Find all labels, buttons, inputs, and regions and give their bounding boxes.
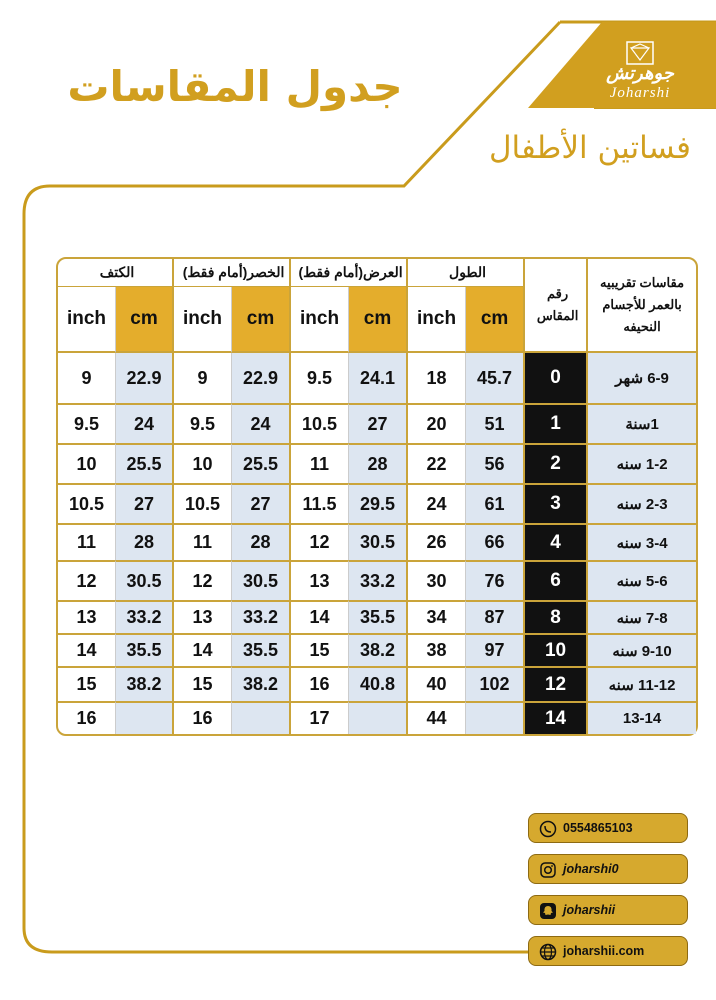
table-row bbox=[58, 701, 696, 734]
cell-size: 10 bbox=[525, 633, 588, 666]
cell-width-in: 11.5 bbox=[291, 483, 349, 523]
cell-size: 2 bbox=[525, 443, 588, 483]
cell-waist-cm: 27 bbox=[232, 483, 291, 523]
cell-width-in: 14 bbox=[291, 600, 349, 633]
cell-length-cm: 66 bbox=[466, 523, 525, 560]
table-row bbox=[58, 353, 696, 403]
cell-waist-in: 9.5 bbox=[174, 403, 232, 443]
cell-shoulder-cm: 33.2 bbox=[116, 600, 174, 633]
cell-width-in: 9.5 bbox=[291, 353, 349, 403]
cell-waist-in: 12 bbox=[174, 560, 232, 600]
cell-shoulder-in: 15 bbox=[58, 666, 116, 701]
cell-width-cm bbox=[349, 701, 408, 734]
cell-size: 1 bbox=[525, 403, 588, 443]
snapchat-contact[interactable] bbox=[528, 895, 688, 925]
cell-shoulder-in: 9 bbox=[58, 353, 116, 403]
cell-waist-in: 11 bbox=[174, 523, 232, 560]
unit-inch: inch bbox=[291, 287, 349, 353]
cell-age: 11-12 سنه bbox=[588, 666, 696, 701]
cell-shoulder-in: 10.5 bbox=[58, 483, 116, 523]
cell-length-cm: 76 bbox=[466, 560, 525, 600]
cell-waist-in: 10 bbox=[174, 443, 232, 483]
cell-length-cm bbox=[466, 701, 525, 734]
cell-waist-in: 9 bbox=[174, 353, 232, 403]
cell-age: 6-9 شهر bbox=[588, 353, 696, 403]
cell-shoulder-in: 10 bbox=[58, 443, 116, 483]
instagram-contact[interactable] bbox=[528, 854, 688, 884]
globe-icon bbox=[539, 943, 557, 961]
group-width: العرض(أمام فقط) bbox=[291, 259, 408, 287]
age-header: مقاسات تقريبيه بالعمر للأجسام النحيفه bbox=[588, 259, 696, 353]
cell-length-cm: 56 bbox=[466, 443, 525, 483]
cell-length-in: 24 bbox=[408, 483, 466, 523]
contact-list bbox=[528, 813, 688, 977]
page-subtitle: فساتين الأطفال bbox=[489, 130, 691, 166]
cell-length-cm: 45.7 bbox=[466, 353, 525, 403]
cell-length-in: 26 bbox=[408, 523, 466, 560]
cell-width-in: 16 bbox=[291, 666, 349, 701]
cell-shoulder-cm: 25.5 bbox=[116, 443, 174, 483]
cell-age: 5-6 سنه bbox=[588, 560, 696, 600]
cell-length-cm: 61 bbox=[466, 483, 525, 523]
cell-shoulder-cm: 38.2 bbox=[116, 666, 174, 701]
cell-width-cm: 27 bbox=[349, 403, 408, 443]
table-row bbox=[58, 403, 696, 443]
cell-length-in: 44 bbox=[408, 701, 466, 734]
cell-waist-cm: 28 bbox=[232, 523, 291, 560]
cell-length-in: 34 bbox=[408, 600, 466, 633]
cell-size: 8 bbox=[525, 600, 588, 633]
unit-inch: inch bbox=[174, 287, 232, 353]
whatsapp-icon bbox=[539, 820, 557, 838]
cell-width-cm: 28 bbox=[349, 443, 408, 483]
cell-width-in: 15 bbox=[291, 633, 349, 666]
cell-size: 6 bbox=[525, 560, 588, 600]
cell-shoulder-cm: 27 bbox=[116, 483, 174, 523]
cell-shoulder-cm: 35.5 bbox=[116, 633, 174, 666]
cell-waist-cm: 24 bbox=[232, 403, 291, 443]
logo-arabic: جوهرتش bbox=[606, 63, 674, 84]
cell-length-cm: 87 bbox=[466, 600, 525, 633]
unit-cm: cm bbox=[349, 287, 408, 353]
cell-size: 12 bbox=[525, 666, 588, 701]
cell-width-in: 11 bbox=[291, 443, 349, 483]
group-shoulder: الكتف bbox=[58, 259, 174, 287]
cell-width-in: 10.5 bbox=[291, 403, 349, 443]
table-row bbox=[58, 560, 696, 600]
cell-length-cm: 102 bbox=[466, 666, 525, 701]
cell-width-cm: 30.5 bbox=[349, 523, 408, 560]
cell-length-in: 30 bbox=[408, 560, 466, 600]
snapchat-handle: joharshii bbox=[563, 903, 616, 917]
cell-waist-cm: 22.9 bbox=[232, 353, 291, 403]
size-number-header: رقم المقاس bbox=[525, 259, 588, 353]
cell-length-in: 38 bbox=[408, 633, 466, 666]
cell-waist-in: 13 bbox=[174, 600, 232, 633]
cell-length-in: 20 bbox=[408, 403, 466, 443]
phone-number: 0554865103 bbox=[563, 821, 633, 835]
cell-size: 14 bbox=[525, 701, 588, 734]
cell-shoulder-in: 11 bbox=[58, 523, 116, 560]
cell-width-cm: 33.2 bbox=[349, 560, 408, 600]
cell-shoulder-in: 16 bbox=[58, 701, 116, 734]
cell-waist-cm: 25.5 bbox=[232, 443, 291, 483]
group-waist: الخصر(أمام فقط) bbox=[174, 259, 291, 287]
cell-shoulder-cm: 30.5 bbox=[116, 560, 174, 600]
instagram-icon bbox=[539, 861, 557, 879]
cell-age: 1-2 سنه bbox=[588, 443, 696, 483]
cell-waist-cm bbox=[232, 701, 291, 734]
cell-waist-in: 15 bbox=[174, 666, 232, 701]
instagram-handle: joharshi0 bbox=[563, 862, 619, 876]
phone-contact[interactable] bbox=[528, 813, 688, 843]
cell-width-cm: 40.8 bbox=[349, 666, 408, 701]
size-chart-table bbox=[56, 257, 698, 736]
table-row bbox=[58, 633, 696, 666]
cell-shoulder-in: 9.5 bbox=[58, 403, 116, 443]
cell-width-cm: 29.5 bbox=[349, 483, 408, 523]
cell-waist-in: 16 bbox=[174, 701, 232, 734]
cell-age: 13-14 bbox=[588, 701, 696, 734]
cell-shoulder-in: 12 bbox=[58, 560, 116, 600]
cell-width-cm: 35.5 bbox=[349, 600, 408, 633]
cell-shoulder-in: 13 bbox=[58, 600, 116, 633]
cell-size: 3 bbox=[525, 483, 588, 523]
cell-age: 1سنة bbox=[588, 403, 696, 443]
website-url: joharshii.com bbox=[563, 944, 645, 958]
group-length: الطول bbox=[408, 259, 525, 287]
cell-age: 7-8 سنه bbox=[588, 600, 696, 633]
unit-inch: inch bbox=[58, 287, 116, 353]
cell-shoulder-cm bbox=[116, 701, 174, 734]
table-row bbox=[58, 666, 696, 701]
website-contact[interactable] bbox=[528, 936, 688, 966]
cell-length-in: 18 bbox=[408, 353, 466, 403]
snapchat-icon bbox=[539, 902, 557, 920]
page-title: جدول المقاسات bbox=[67, 62, 403, 111]
cell-length-in: 40 bbox=[408, 666, 466, 701]
cell-length-cm: 97 bbox=[466, 633, 525, 666]
table-row bbox=[58, 600, 696, 633]
cell-waist-cm: 33.2 bbox=[232, 600, 291, 633]
cell-shoulder-cm: 24 bbox=[116, 403, 174, 443]
cell-waist-cm: 38.2 bbox=[232, 666, 291, 701]
cell-waist-cm: 35.5 bbox=[232, 633, 291, 666]
cell-width-in: 13 bbox=[291, 560, 349, 600]
cell-age: 2-3 سنه bbox=[588, 483, 696, 523]
table-row bbox=[58, 523, 696, 560]
unit-inch: inch bbox=[408, 287, 466, 353]
cell-width-in: 17 bbox=[291, 701, 349, 734]
cell-waist-cm: 30.5 bbox=[232, 560, 291, 600]
cell-shoulder-cm: 22.9 bbox=[116, 353, 174, 403]
logo-english: Joharshi bbox=[609, 85, 671, 101]
cell-width-cm: 24.1 bbox=[349, 353, 408, 403]
cell-size: 4 bbox=[525, 523, 588, 560]
table-row bbox=[58, 483, 696, 523]
cell-age: 3-4 سنه bbox=[588, 523, 696, 560]
cell-age: 9-10 سنه bbox=[588, 633, 696, 666]
cell-length-cm: 51 bbox=[466, 403, 525, 443]
table-row bbox=[58, 443, 696, 483]
size-rows bbox=[58, 353, 696, 734]
cell-waist-in: 14 bbox=[174, 633, 232, 666]
cell-width-in: 12 bbox=[291, 523, 349, 560]
cell-shoulder-cm: 28 bbox=[116, 523, 174, 560]
cell-shoulder-in: 14 bbox=[58, 633, 116, 666]
cell-length-in: 22 bbox=[408, 443, 466, 483]
cell-width-cm: 38.2 bbox=[349, 633, 408, 666]
unit-cm: cm bbox=[116, 287, 174, 353]
cell-size: 0 bbox=[525, 353, 588, 403]
cell-waist-in: 10.5 bbox=[174, 483, 232, 523]
unit-cm: cm bbox=[232, 287, 291, 353]
unit-cm: cm bbox=[466, 287, 525, 353]
